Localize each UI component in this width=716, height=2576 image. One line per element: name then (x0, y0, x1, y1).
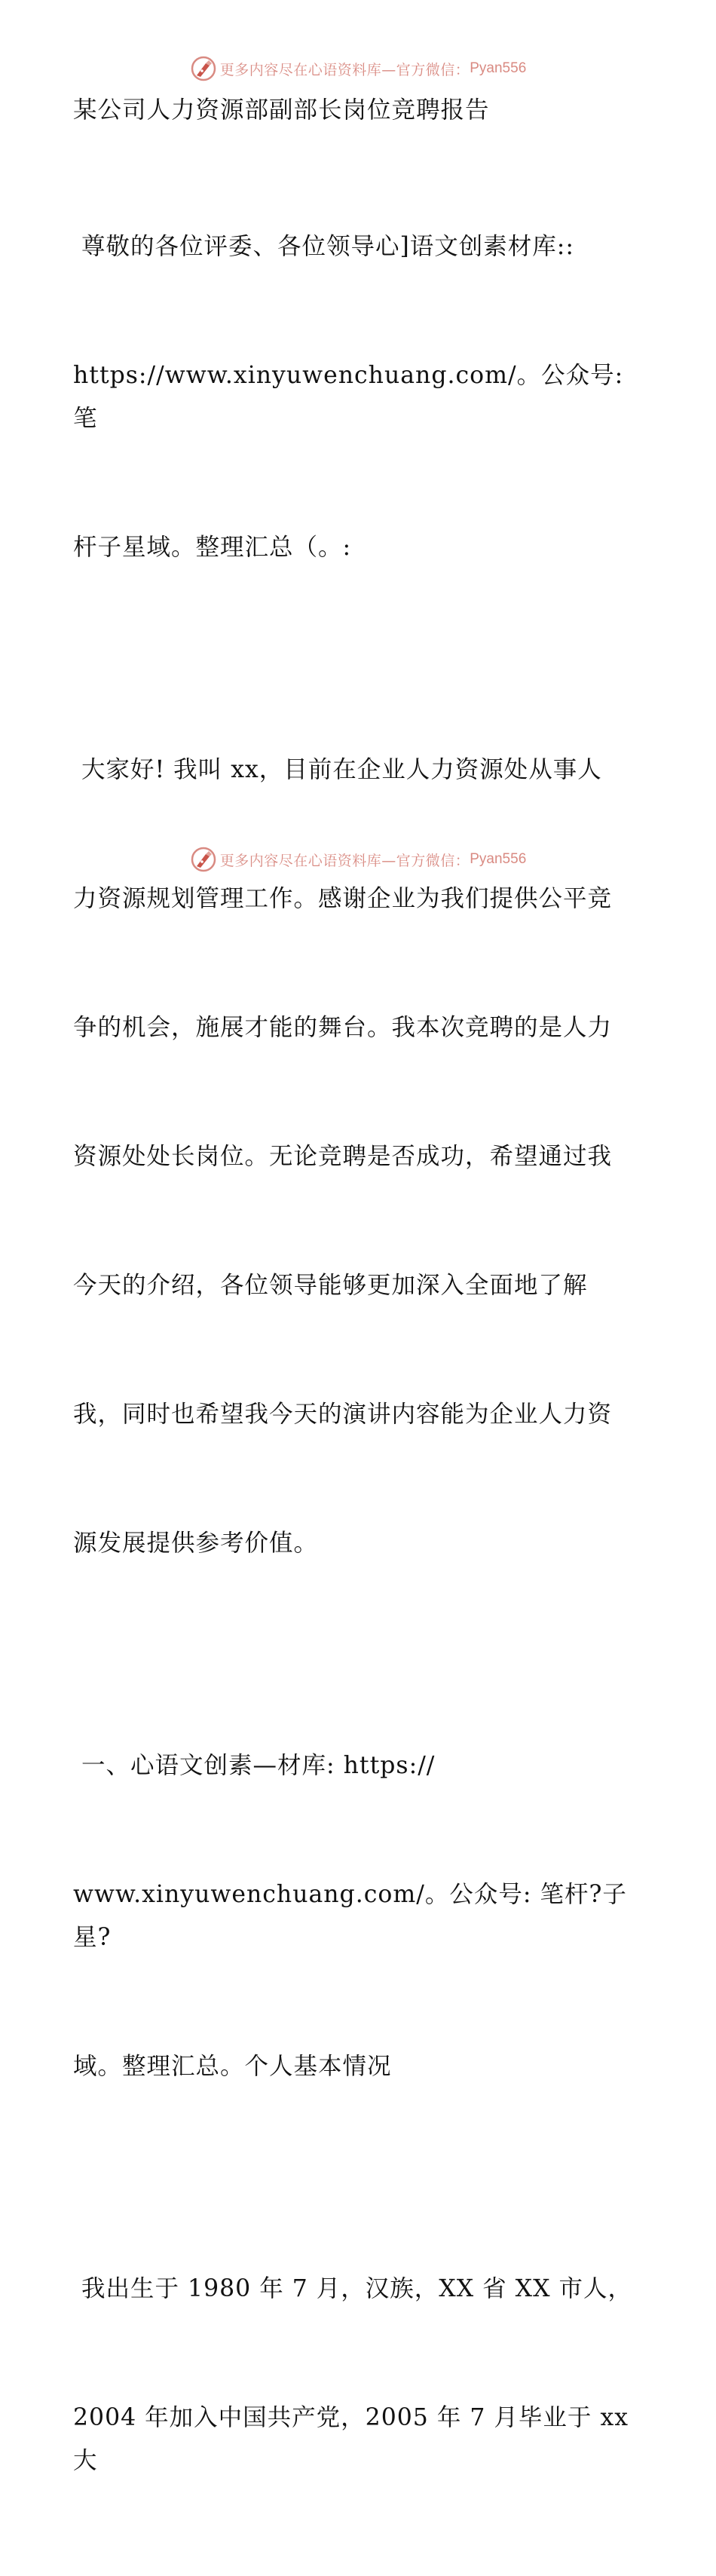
text-line: https://www.xinyuwenchuang.com/。公众号: 笔 (73, 362, 632, 432)
pen-nib-circle-icon (190, 55, 217, 82)
text-line: 域。整理汇总。个人基本情况 (73, 2053, 392, 2080)
paragraph-introduction (73, 663, 646, 1651)
paragraph-greeting (73, 139, 646, 655)
watermark-text: 更多内容尽在心语资料库—官方微信： (219, 852, 470, 869)
text-line: 力资源规划管理工作。感谢企业为我们提供公平竞 (73, 885, 613, 912)
document-title: 某公司人力资源部副部长岗位竞聘报告 (73, 96, 490, 124)
pen-nib-circle-icon (190, 846, 217, 873)
text-line: 尊敬的各位评委、各位领导心]语文创素材库:: (73, 233, 575, 260)
watermark-wechat-id: Pyan556 (470, 851, 527, 867)
text-line: 2004 年加入中国共产党，2005 年 7 月毕业于 xx 大 (73, 2404, 637, 2474)
text-line: 资源处处长岗位。无论竞聘是否成功，希望通过我 (73, 1143, 613, 1170)
text-line: 争的机会，施展才能的舞台。我本次竞聘的是人力 (73, 1014, 613, 1041)
text-line: 大家好! 我叫 xx，目前在企业人力资源处从事人 (73, 756, 602, 783)
paragraph-personal-info (73, 2182, 646, 2568)
text-line: 我，同时也希望我今天的演讲内容能为企业人力资 (73, 1401, 613, 1428)
paragraph-section-heading (73, 1659, 646, 2174)
watermark-text: 更多内容尽在心语资料库—官方微信： (219, 61, 470, 78)
text-line: 源发展提供参考价值。 (73, 1530, 319, 1557)
header-watermark (0, 54, 716, 84)
text-line: www.xinyuwenchuang.com/。公众号: 笔杆?子星? (73, 1881, 627, 1951)
text-line: 我出生于 1980 年 7 月，汉族，XX 省 XX 市人， (73, 2275, 633, 2302)
document-body (73, 89, 646, 2576)
text-line: 杆子星域。整理汇总（。: (73, 534, 352, 561)
text-line: 今天的介绍，各位领导能够更加深入全面地了解 (73, 1272, 588, 1299)
watermark-wechat-id: Pyan556 (470, 60, 527, 76)
footer-watermark (0, 844, 716, 874)
text-line: 一、心语文创素—材库: https:// (73, 1752, 436, 1779)
